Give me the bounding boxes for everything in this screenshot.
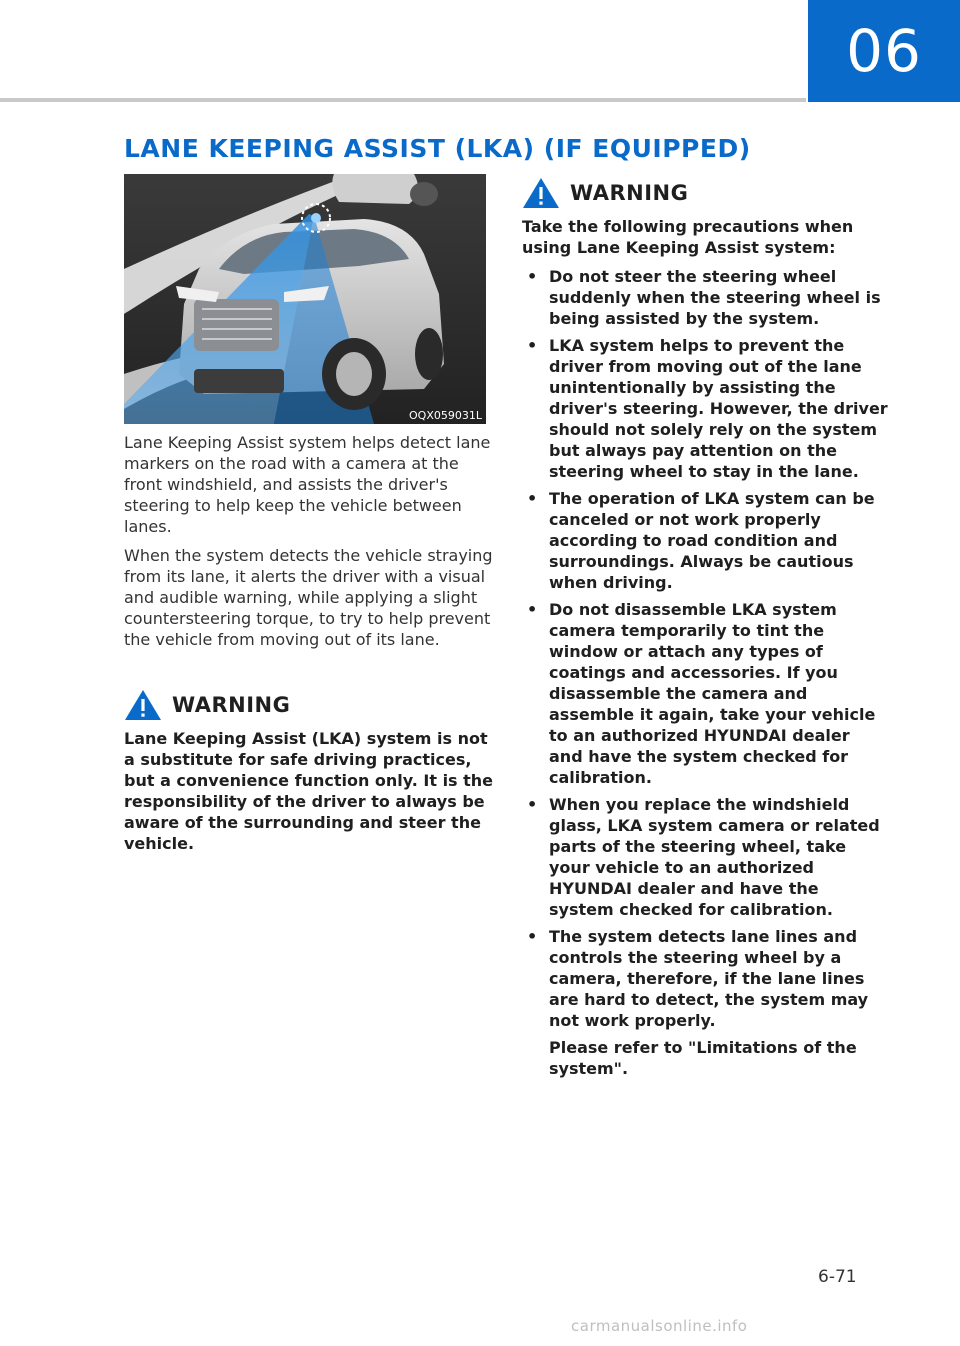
lka-illustration <box>124 174 486 424</box>
section-title: LANE KEEPING ASSIST (LKA) (IF EQUIPPED) <box>124 134 751 163</box>
bullet-icon: • <box>527 336 538 355</box>
bullet-icon: • <box>527 267 538 286</box>
warning-title: WARNING <box>570 181 689 205</box>
bullet-icon: • <box>527 600 538 619</box>
warning-triangle-icon <box>124 688 162 722</box>
right-column <box>522 176 888 1085</box>
intro-paragraph: When the system detects the vehicle straying from its lane, it alerts the driver with a visual and audible warning, while applying a slight countersteering torque, to try to help prevent the vehicle from moving out of its lane. <box>124 546 493 649</box>
precaution-list <box>522 266 888 1079</box>
bullet-icon: • <box>527 927 538 946</box>
warning-header-right <box>522 176 888 210</box>
list-item: • The operation of LKA system can be canceled or not work properly according to road condition and surroundings. Always be cautious when driving. <box>527 489 875 592</box>
list-item: • The system detects lane lines and controls the steering wheel by a camera, therefore, if the lane lines are hard to detect, the system may not work properly. Please refer to "Limitations of the system". <box>522 926 888 1079</box>
bullet-icon: • <box>527 795 538 814</box>
list-item: • Do not disassemble LKA system camera temporarily to tint the window or attach any types of coatings and accessories. If you disassemble the camera and assemble it again, take your vehicle to an authorized HYUNDAI dealer and have the system checked for calibration. <box>527 600 876 787</box>
list-item: • LKA system helps to prevent the driver from moving out of the lane unintentionally by assisting the driver's steering. However, the driver should not solely rely on the system but always pay attention on the steering wheel to stay in the lane. <box>527 336 888 481</box>
warning-header-left <box>124 688 494 722</box>
suv-camera-illustration <box>124 174 486 424</box>
chapter-tab: 06 <box>808 0 960 102</box>
intro-paragraph: Lane Keeping Assist system helps detect lane markers on the road with a camera at the front windshield, and assists the driver's steering to help keep the vehicle between lanes. <box>124 433 491 536</box>
warning-title: WARNING <box>172 693 291 717</box>
left-column <box>124 432 494 854</box>
header-divider <box>0 98 806 102</box>
list-item: • Do not steer the steering wheel suddenly when the steering wheel is being assisted by the system. <box>527 267 881 328</box>
watermark: carmanualsonline.info <box>571 1317 748 1335</box>
warning-text: Lane Keeping Assist (LKA) system is not a substitute for safe driving practices, but a convenience function only. It is the responsibility of the driver to always be aware of the surrounding and steer the vehicle. <box>124 729 494 853</box>
list-item: • When you replace the windshield glass, LKA system camera or related parts of the steering wheel, take your vehicle to an authorized HYUNDAI dealer and have the system checked for calibration. <box>527 795 880 919</box>
bullet-icon: • <box>527 489 538 508</box>
bullet-note: Please refer to "Limitations of the system". <box>549 1038 857 1078</box>
warning-triangle-icon <box>522 176 560 210</box>
figure-code: OQX059031L <box>409 409 482 422</box>
warning-intro: Take the following precautions when using Lane Keeping Assist system: <box>522 217 854 257</box>
page-number: 6-71 <box>818 1267 857 1287</box>
